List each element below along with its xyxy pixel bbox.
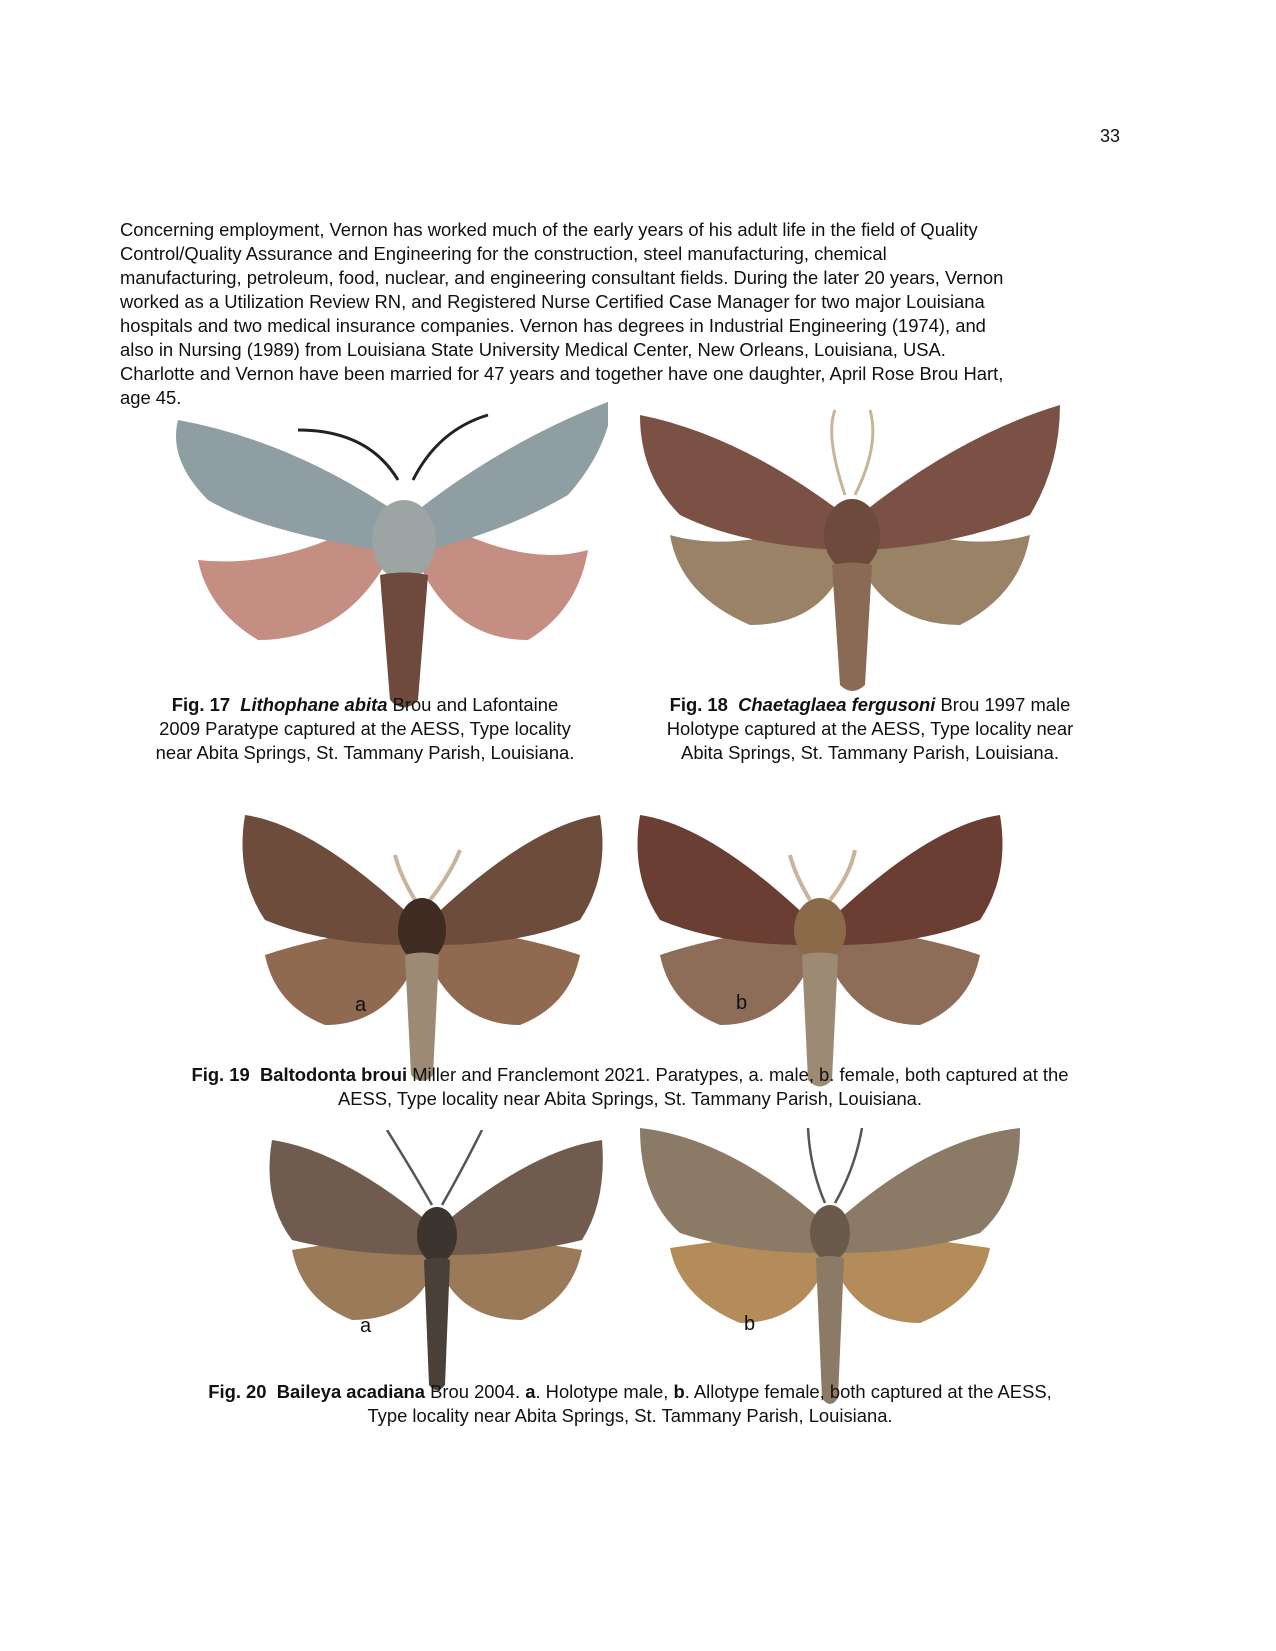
paragraph-line: worked as a Utilization Review RN, and Registered Nurse Certified Case Manager for two major Louisiana <box>120 291 985 312</box>
caption-letter-a: a <box>525 1381 536 1402</box>
figure-caption-fig18 <box>630 693 1110 765</box>
caption-line: Abita Springs, St. Tammany Parish, Louisiana. <box>681 742 1059 763</box>
moth-illustration <box>168 400 608 710</box>
figure-label: Fig. 18 <box>669 694 728 715</box>
caption-text: . Holotype male, <box>535 1381 674 1402</box>
moth-illustration <box>630 815 1010 1095</box>
paragraph-line: manufacturing, petroleum, food, nuclear, and engineering consultant fields. During the later 20 years, Vernon <box>120 267 1004 288</box>
moth-illustration <box>640 1128 1020 1413</box>
subfigure-label-b: b <box>736 992 748 1014</box>
paragraph-line: age 45. <box>120 387 182 408</box>
caption-text: Brou 1997 male <box>935 694 1071 715</box>
figure-caption-fig20 <box>115 1380 1145 1428</box>
moth-photo-fig19b <box>630 815 1010 1095</box>
subfigure-label-a: a <box>360 1315 372 1337</box>
paragraph-line: also in Nursing (1989) from Louisiana State University Medical Center, New Orleans, Louisiana, USA. <box>120 339 946 360</box>
caption-text: . Allotype female, both captured at the AESS, <box>684 1381 1052 1402</box>
moth-photo-fig20b <box>640 1128 1020 1413</box>
paragraph-line: Charlotte and Vernon have been married for 47 years and together have one daughter, April Rose Brou Hart, <box>120 363 1004 384</box>
caption-line: near Abita Springs, St. Tammany Parish, Louisiana. <box>155 742 575 763</box>
moth-illustration <box>640 405 1060 705</box>
body-paragraph <box>120 218 1130 410</box>
caption-line: 2009 Paratype captured at the AESS, Type locality <box>159 718 571 739</box>
figure-label: Fig. 17 <box>171 694 231 715</box>
figure-caption-fig17 <box>115 693 615 765</box>
paragraph-line: Control/Quality Assurance and Engineering for the construction, steel manufacturing, chemical <box>120 243 887 264</box>
moth-photo-fig20a <box>262 1130 607 1400</box>
figure-label: Fig. 20 <box>208 1381 267 1402</box>
subfigure-label-a: a <box>355 994 367 1016</box>
moth-illustration <box>262 1130 607 1400</box>
caption-text: Brou and Lafontaine <box>387 694 559 715</box>
figure-caption-fig19 <box>100 1063 1160 1111</box>
species-name: Lithophane abita <box>240 694 388 715</box>
caption-text: Brou 2004. <box>425 1381 526 1402</box>
species-name: Baileya acadiana <box>276 1381 426 1402</box>
species-name: Chaetaglaea fergusoni <box>738 694 936 715</box>
subfigure-label-b: b <box>744 1313 756 1335</box>
caption-line: Holotype captured at the AESS, Type locality near <box>666 718 1074 739</box>
moth-photo-fig17 <box>168 400 608 710</box>
paragraph-line: hospitals and two medical insurance companies. Vernon has degrees in Industrial Engineering (1974), and <box>120 315 986 336</box>
caption-line: Type locality near Abita Springs, St. Tammany Parish, Louisiana. <box>367 1405 893 1426</box>
caption-line: AESS, Type locality near Abita Springs, St. Tammany Parish, Louisiana. <box>337 1088 923 1109</box>
page-number: 33 <box>1100 126 1121 146</box>
moth-illustration <box>235 815 610 1090</box>
figure-label: Fig. 19 <box>191 1064 250 1085</box>
paragraph-line: Concerning employment, Vernon has worked much of the early years of his adult life in the field of Quality <box>120 219 978 240</box>
caption-text: Miller and Franclemont 2021. Paratypes, a. male, b. female, both captured at the <box>407 1064 1069 1085</box>
moth-photo-fig18 <box>640 405 1060 705</box>
moth-photo-fig19a <box>235 815 610 1090</box>
caption-letter-b: b <box>673 1381 685 1402</box>
species-name: Baltodonta broui <box>259 1064 408 1085</box>
